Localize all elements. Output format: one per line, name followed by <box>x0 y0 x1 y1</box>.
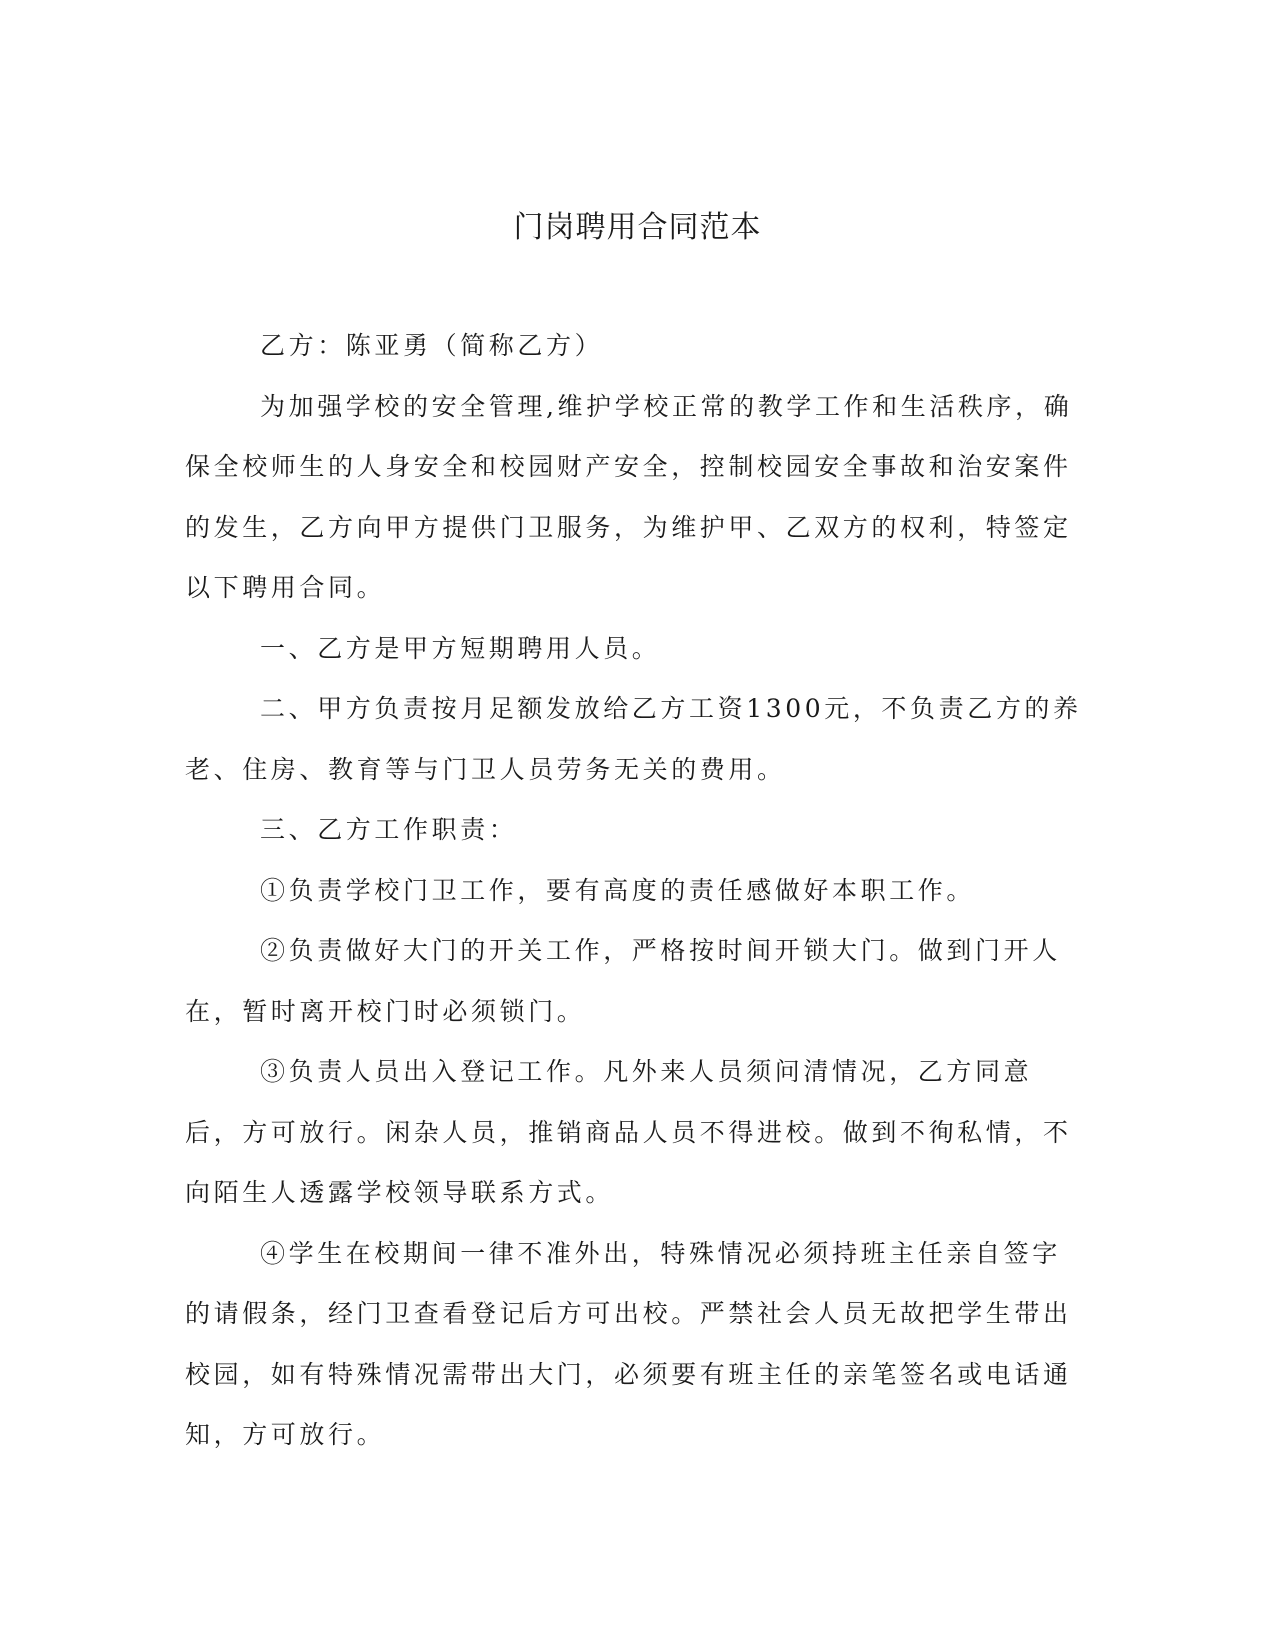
preamble-paragraph: 为加强学校的安全管理,维护学校正常的教学工作和生活秩序，确保全校师生的人身安全和校园财产安全，控制校园安全事故和治安案件的发生，乙方向甲方提供门卫服务，为维护甲、乙双方的权利，特签定以下聘用合同。 <box>185 391 1073 602</box>
duty-2: ②负责做好大门的开关工作，严格按时间开锁大门。做到门开人在，暂时离开校门时必须锁门。 <box>185 936 1061 1026</box>
duty-1: ①负责学校门卫工作，要有高度的责任感做好本职工作。 <box>260 875 976 905</box>
clause-3-heading: 三、乙方工作职责： <box>260 815 518 844</box>
duty-3: ③负责人员出入登记工作。凡外来人员须问清情况，乙方同意后，方可放行。闲杂人员，推销商品人员不得进校。做到不徇私情，不向陌生人透露学校领导联系方式。 <box>185 1057 1072 1207</box>
party-b-line: 乙方：陈亚勇（简称乙方） <box>260 331 604 360</box>
document-title: 门岗聘用合同范本 <box>513 210 762 245</box>
clause-2: 二、甲方负责按月足额发放给乙方工资1300元，不负责乙方的养老、住房、教育等与门卫人员劳务无关的费用。 <box>185 694 1082 784</box>
document-body <box>185 316 1085 1466</box>
duty-4: ④学生在校期间一律不准外出，特殊情况必须持班主任亲自签字的请假条，经门卫查看登记后方可出校。严禁社会人员无故把学生带出校园，如有特殊情况需带出大门，必须要有班主任的亲笔签名或电话通知，方可放行。 <box>185 1238 1072 1449</box>
clause-1: 一、乙方是甲方短期聘用人员。 <box>260 633 661 663</box>
